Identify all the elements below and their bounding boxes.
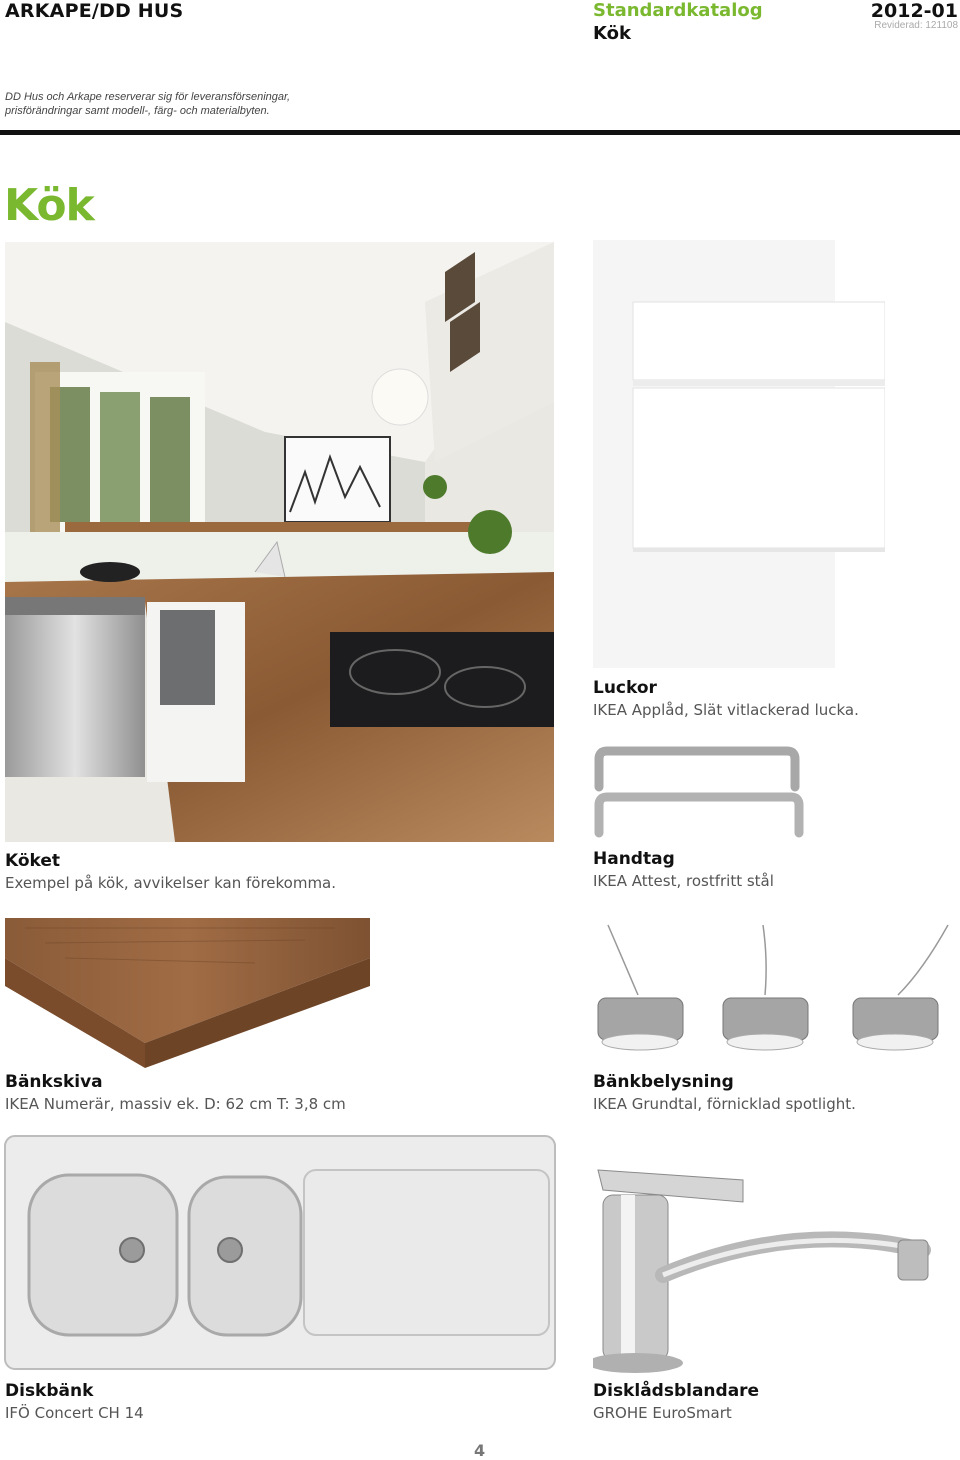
caption-title: Diskbänk [5, 1381, 94, 1401]
section-name: Kök [593, 23, 631, 44]
page-title: Kök [4, 180, 94, 231]
caption-koket [5, 851, 336, 892]
sink-image [4, 1135, 556, 1370]
page-number: 4 [474, 1441, 486, 1460]
caption-title: Handtag [593, 849, 675, 869]
caption-luckor [593, 678, 859, 719]
kitchen-photo [5, 242, 554, 842]
caption-diskladsblandare [593, 1381, 759, 1422]
caption-handtag [593, 849, 774, 890]
caption-title: Bänkbelysning [593, 1072, 734, 1092]
caption-title: Disklådsblandare [593, 1381, 760, 1401]
header-rule [0, 130, 960, 135]
caption-title: Bänkskiva [5, 1072, 103, 1092]
caption-diskbank [5, 1381, 144, 1422]
caption-text: GROHE EuroSmart [593, 1404, 732, 1422]
caption-title: Luckor [593, 678, 657, 698]
handles-image [593, 745, 805, 840]
caption-text: Exempel på kök, avvikelser kan förekomma. [5, 874, 337, 892]
disclaimer [5, 90, 425, 118]
faucet-image [593, 1160, 938, 1375]
caption-text: IKEA Attest, rostfritt stål [593, 872, 774, 890]
catalog-date: 2012-01 [870, 0, 958, 22]
caption-bankbelysning [593, 1072, 856, 1113]
caption-text: IKEA Applåd, Slät vitlackerad lucka. [593, 701, 859, 719]
brand-name: ARKAPE/DD HUS [5, 0, 184, 22]
caption-text: IKEA Numerär, massiv ek. D: 62 cm T: 3,8 cm [5, 1095, 346, 1113]
caption-title: Köket [5, 851, 61, 871]
disclaimer-line: prisförändringar samt modell-, färg- och materialbyten. [5, 105, 270, 117]
spotlights-image [593, 920, 955, 1060]
caption-text: IKEA Grundtal, förnicklad spotlight. [593, 1095, 856, 1113]
disclaimer-line: DD Hus och Arkape reserverar sig för leveransförseningar, [5, 91, 291, 103]
caption-text: IFÖ Concert CH 14 [5, 1404, 144, 1422]
cabinet-doors-image [593, 240, 885, 668]
caption-bankskiva [5, 1072, 346, 1113]
catalog-title: Standardkatalog [593, 0, 763, 21]
revision-date: Reviderad: 121108 [874, 20, 958, 31]
countertop-image [5, 918, 370, 1070]
